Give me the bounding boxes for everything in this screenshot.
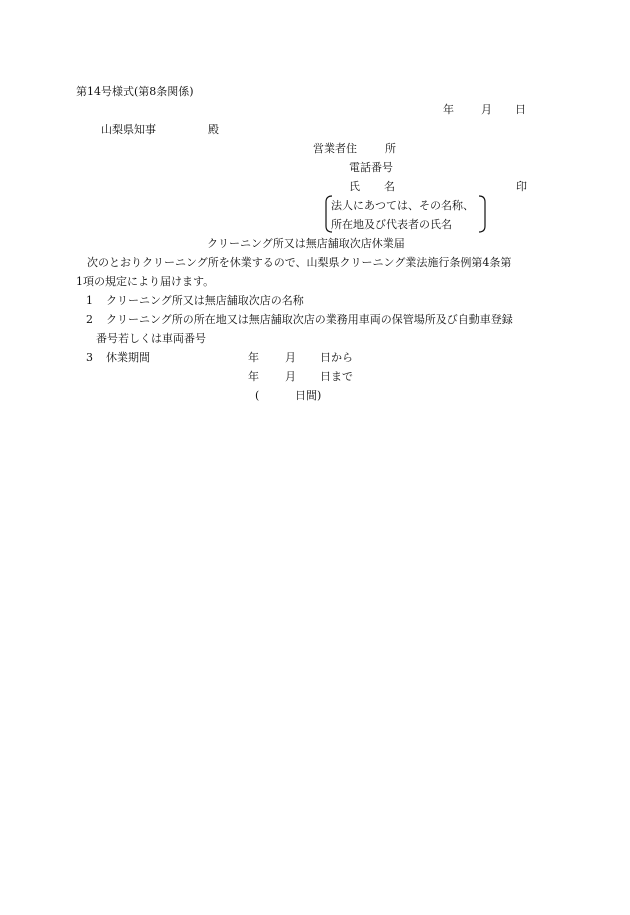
period-to-month: 月 [285, 370, 296, 383]
body-line-2: 1項の規定により届けます。 [76, 275, 215, 288]
period-to-day: 日まで [320, 370, 353, 383]
item-1-text: クリーニング所又は無店舗取次店の名称 [106, 294, 304, 307]
addressee-governor: 山梨県知事 [101, 123, 156, 136]
item-2-text-line-1: クリーニング所の所在地又は無店舗取次店の業務用車両の保管場所及び自動車登録 [106, 313, 513, 326]
item-1-number: 1 [86, 294, 93, 307]
right-bracket-icon [477, 195, 487, 233]
form-title: クリーニング所又は無店舗取次店休業届 [207, 237, 405, 250]
period-from-year: 年 [248, 351, 259, 364]
item-2-text-line-2: 番号若しくは車両番号 [96, 332, 206, 345]
date-month: 月 [481, 103, 492, 116]
period-from-day: 日から [320, 351, 353, 364]
address-label-suffix: 所 [385, 142, 396, 155]
item-2-number: 2 [86, 313, 93, 326]
form-number: 第14号様式(第8条関係) [76, 85, 194, 98]
period-days-open: ( [255, 389, 260, 402]
period-from-month: 月 [285, 351, 296, 364]
date-year: 年 [443, 103, 454, 116]
name-label-2: 名 [384, 180, 395, 193]
date-day: 日 [515, 103, 526, 116]
item-3-number: 3 [86, 351, 93, 364]
seal-mark: 印 [516, 180, 527, 193]
address-label: 営業者住 [313, 142, 357, 155]
corp-note-line-1: 法人にあつては、その名称、 [331, 199, 474, 212]
addressee-honorific: 殿 [208, 123, 219, 136]
corp-note-line-2: 所在地及び代表者の氏名 [331, 218, 452, 231]
body-line-1: 次のとおりクリーニング所を休業するので、山梨県クリーニング業法施行条例第4条第 [87, 256, 512, 269]
item-3-text: 休業期間 [106, 351, 150, 364]
phone-label: 電話番号 [349, 161, 393, 174]
period-to-year: 年 [248, 370, 259, 383]
period-days-close: 日間) [295, 389, 322, 402]
name-label-1: 氏 [349, 180, 360, 193]
